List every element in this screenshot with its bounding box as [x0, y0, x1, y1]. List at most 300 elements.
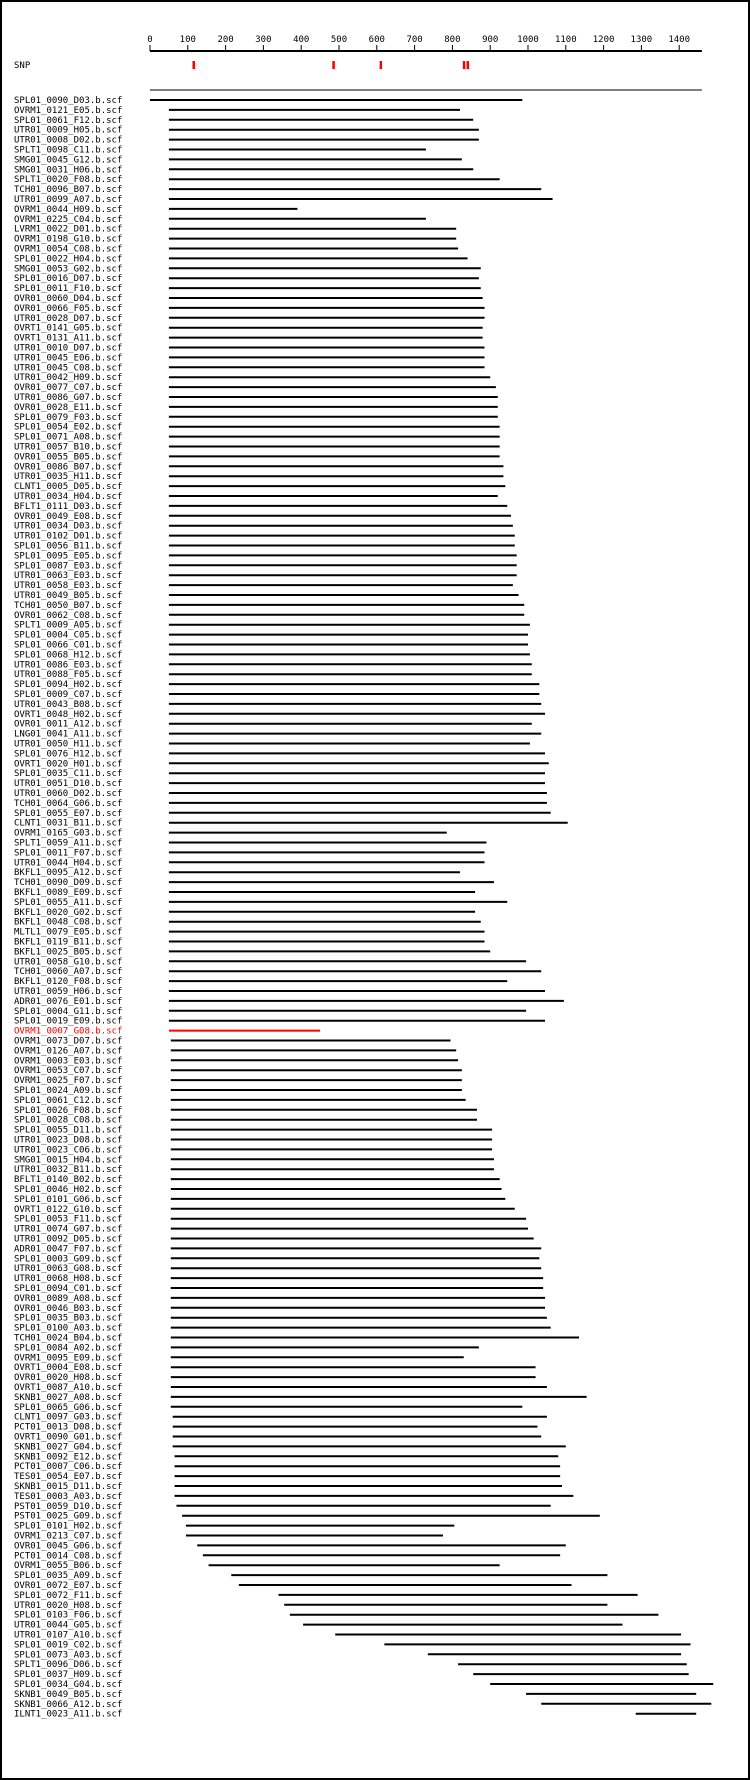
read-row	[14, 393, 498, 403]
read-label: UTR01_0059_H06.b.scf	[14, 987, 123, 997]
snp-marker	[463, 61, 466, 69]
read-row	[14, 997, 564, 1007]
read-label: UTR01_0045_C08.b.scf	[14, 363, 123, 374]
read-row	[14, 126, 479, 136]
read-label: OVR01_0045_G06.b.scf	[14, 1541, 123, 1552]
read-label: CLNT1_0097_G03.b.scf	[14, 1412, 123, 1423]
read-row	[14, 581, 513, 591]
read-label: OVRM1_0095_E09.b.scf	[14, 1353, 123, 1364]
read-label: SPLT1_0098_C11.b.scf	[14, 145, 123, 156]
read-label: SMG01_0015_H04.b.scf	[14, 1155, 123, 1166]
read-label: SPL01_0068_H12.b.scf	[14, 650, 123, 661]
axis-tick-label: 1100	[554, 35, 577, 45]
read-row	[14, 1393, 587, 1403]
axis-tick-label: 0	[147, 35, 153, 45]
read-row	[14, 829, 447, 839]
read-row	[14, 403, 498, 413]
read-row	[14, 274, 479, 284]
read-label: UTR01_0068_H08.b.scf	[14, 1274, 123, 1285]
read-row	[14, 1244, 541, 1254]
read-row	[14, 462, 503, 472]
read-row	[14, 809, 551, 819]
read-row	[14, 1700, 711, 1710]
read-label: UTR01_0009_H05.b.scf	[14, 125, 123, 136]
read-row	[14, 106, 460, 116]
read-row	[14, 195, 553, 205]
read-label: UTR01_0044_G05.b.scf	[14, 1620, 123, 1631]
read-row	[14, 344, 485, 354]
read-row	[14, 710, 545, 720]
read-row	[14, 1611, 658, 1621]
read-row	[14, 1433, 541, 1443]
read-row	[14, 443, 500, 453]
read-label: UTR01_0099_A07.b.scf	[14, 195, 123, 205]
read-row	[14, 1235, 534, 1245]
read-label: UTR01_0088_F05.b.scf	[14, 670, 123, 681]
axis-tick-label: 700	[406, 35, 423, 45]
read-row	[14, 670, 532, 680]
read-row	[14, 1373, 536, 1383]
read-row	[14, 1056, 458, 1066]
read-row	[14, 1076, 462, 1086]
axis-tick-label: 800	[444, 35, 461, 45]
read-label: SPL01_0073_A03.b.scf	[14, 1650, 123, 1661]
read-label: UTR01_0058_G10.b.scf	[14, 957, 123, 968]
read-label: BKFL1_0095_A12.b.scf	[14, 868, 123, 879]
read-label: OVRM1_0025_F07.b.scf	[14, 1076, 123, 1087]
read-row	[14, 136, 479, 146]
read-label: UTR01_0020_H08.b.scf	[14, 1600, 123, 1611]
read-row	[14, 254, 468, 264]
read-label: SKNB1_0066_A12.b.scf	[14, 1699, 123, 1710]
read-label: UTR01_0063_E03.b.scf	[14, 571, 123, 582]
read-row	[14, 1522, 454, 1532]
read-label: SPL01_0016_D07.b.scf	[14, 274, 123, 285]
read-label: SMG01_0045_G12.b.scf	[14, 155, 123, 166]
read-label: UTR01_0050_H11.b.scf	[14, 739, 123, 750]
read-row	[14, 1017, 545, 1027]
read-row	[14, 1601, 607, 1611]
read-row	[14, 1334, 579, 1344]
read-row	[14, 334, 483, 344]
read-row	[14, 1591, 638, 1601]
read-row	[14, 1492, 573, 1502]
read-row	[14, 720, 532, 730]
read-label: TCH01_0050_B07.b.scf	[14, 600, 123, 611]
axis-tick-label: 500	[330, 35, 348, 45]
read-label: UTR01_0035_H11.b.scf	[14, 472, 123, 483]
read-row	[14, 660, 532, 670]
read-row	[14, 848, 485, 858]
read-row	[14, 591, 519, 601]
read-row	[14, 284, 481, 294]
read-label: TCH01_0096_B07.b.scf	[14, 185, 123, 196]
read-label: OVRM1_0213_C07.b.scf	[14, 1531, 123, 1542]
read-label: BKFL1_0119_B11.b.scf	[14, 937, 123, 948]
read-label: OVR01_0011_A12.b.scf	[14, 719, 123, 730]
read-row	[14, 1660, 687, 1670]
read-label: SPL01_0004_C05.b.scf	[14, 630, 123, 641]
snp-marker	[332, 61, 335, 69]
read-row	[14, 1383, 547, 1393]
read-label: OVRM1_0055_B06.b.scf	[14, 1561, 123, 1572]
read-label: OVRT1_0087_A10.b.scf	[14, 1383, 123, 1393]
read-row	[14, 245, 458, 255]
read-label: BKFL1_0025_B05.b.scf	[14, 947, 123, 958]
read-label: SPL01_0028_C08.b.scf	[14, 1115, 123, 1126]
read-row	[14, 839, 486, 849]
read-row	[14, 759, 549, 769]
read-row	[14, 235, 456, 245]
read-label: SPL01_0095_E05.b.scf	[14, 551, 123, 562]
read-row	[14, 353, 485, 363]
read-label: TCH01_0060_A07.b.scf	[14, 967, 123, 978]
read-label: SPL01_0046_H02.b.scf	[14, 1185, 123, 1195]
read-row	[14, 730, 541, 740]
read-label: SPL01_0034_G04.b.scf	[14, 1680, 123, 1690]
read-row	[14, 641, 528, 651]
read-label: TCH01_0064_G06.b.scf	[14, 798, 123, 809]
read-label: SKNB1_0092_E12.b.scf	[14, 1452, 123, 1463]
read-label: UTR01_0045_E06.b.scf	[14, 353, 123, 364]
read-row	[14, 1541, 566, 1551]
read-label: OVR01_0060_D04.b.scf	[14, 294, 123, 304]
read-list	[14, 96, 713, 1720]
axis-tick-label: 900	[482, 35, 499, 45]
read-row	[14, 423, 500, 433]
read-label: OVR01_0020_H08.b.scf	[14, 1373, 123, 1384]
axis-tick-label: 1200	[592, 35, 615, 45]
read-row	[14, 1512, 600, 1522]
read-row	[14, 957, 526, 967]
read-label: MLTL1_0079_E05.b.scf	[14, 927, 123, 938]
read-label: UTR01_0049_B05.b.scf	[14, 591, 123, 601]
read-row	[14, 1442, 566, 1452]
read-label: SPL01_0035_C11.b.scf	[14, 769, 123, 780]
read-label: OVRT1_0131_A11.b.scf	[14, 333, 123, 344]
read-label: SPL01_0079_F03.b.scf	[14, 412, 123, 423]
read-row	[14, 1215, 526, 1225]
read-row	[14, 1690, 696, 1700]
read-label: SPL01_0022_H04.b.scf	[14, 254, 123, 265]
read-label: SPL01_0066_C01.b.scf	[14, 640, 123, 651]
read-label: SPL01_0094_H02.b.scf	[14, 680, 123, 691]
snp-marker	[380, 61, 383, 69]
read-row	[14, 1096, 466, 1106]
read-row	[14, 1225, 528, 1235]
read-row	[14, 1116, 477, 1126]
read-label: OVR01_0086_B07.b.scf	[14, 462, 123, 473]
read-row	[14, 185, 541, 195]
read-label: ADR01_0047_F07.b.scf	[14, 1244, 123, 1255]
read-label: SPL01_0101_G06.b.scf	[14, 1194, 123, 1205]
read-label: SPL01_0101_H02.b.scf	[14, 1521, 123, 1532]
read-row	[14, 116, 473, 126]
read-label: UTR01_0086_E03.b.scf	[14, 660, 123, 671]
read-row	[14, 789, 547, 799]
read-row	[14, 819, 568, 829]
read-row	[14, 1195, 505, 1205]
read-row	[14, 611, 524, 621]
read-label: SPL01_0053_F11.b.scf	[14, 1214, 123, 1225]
read-label: SPL01_0056_B11.b.scf	[14, 541, 123, 552]
read-row	[14, 502, 507, 512]
read-label: SPL01_0094_C01.b.scf	[14, 1284, 123, 1294]
read-row	[14, 700, 541, 710]
read-row	[14, 1532, 443, 1542]
position-axis	[147, 35, 702, 51]
read-label: SPL01_0019_C02.b.scf	[14, 1640, 123, 1651]
axis-tick-label: 400	[293, 35, 310, 45]
read-row	[14, 264, 481, 274]
read-label: SPLT1_0009_A05.b.scf	[14, 620, 123, 631]
read-label: SKNB1_0027_G04.b.scf	[14, 1442, 123, 1453]
read-row	[14, 1165, 494, 1175]
read-label: OVRT1_0004_E08.b.scf	[14, 1363, 123, 1374]
read-label: SPL01_0065_G06.b.scf	[14, 1402, 123, 1413]
read-row	[14, 650, 530, 660]
read-label: BKFL1_0020_G02.b.scf	[14, 907, 123, 918]
read-row	[14, 878, 494, 888]
read-row	[14, 769, 545, 779]
read-row	[14, 898, 507, 908]
read-label: ILNT1_0023_A11.b.scf	[14, 1709, 123, 1720]
read-label: BFLT1_0140_B02.b.scf	[14, 1175, 123, 1186]
read-row	[14, 1126, 492, 1136]
read-label: SPL01_0026_F08.b.scf	[14, 1105, 123, 1116]
read-row	[14, 749, 545, 759]
read-label: OVRM1_0007_G08.b.scf	[14, 1026, 123, 1037]
read-row	[14, 621, 530, 631]
read-row	[14, 1551, 560, 1561]
read-label: SPL01_0071_A08.b.scf	[14, 432, 123, 443]
read-label: OVRM1_0054_C08.b.scf	[14, 244, 123, 255]
read-row	[14, 1027, 320, 1037]
read-label: OVRT1_0048_H02.b.scf	[14, 709, 123, 720]
read-row	[14, 947, 490, 957]
read-label: UTR01_0023_C06.b.scf	[14, 1145, 123, 1156]
read-row	[14, 1482, 562, 1492]
snp-marker	[192, 61, 195, 69]
axis-tick-label: 200	[217, 35, 234, 45]
read-label: ADR01_0076_E01.b.scf	[14, 996, 123, 1007]
read-row	[14, 1343, 479, 1353]
read-label: OVRM1_0198_G10.b.scf	[14, 234, 123, 245]
read-label: SPL01_0035_B03.b.scf	[14, 1313, 123, 1324]
axis-tick-label: 300	[255, 35, 272, 45]
read-label: SPLT1_0020_F08.b.scf	[14, 175, 123, 186]
read-label: OVRM1_0126_A07.b.scf	[14, 1046, 123, 1057]
read-label: SPL01_0061_F12.b.scf	[14, 115, 123, 126]
snp-marker	[467, 61, 470, 69]
read-row	[14, 1264, 541, 1274]
read-label: OVR01_0062_C08.b.scf	[14, 610, 123, 621]
read-label: UTR01_0058_E03.b.scf	[14, 581, 123, 592]
read-label: SPL01_0090_D03.b.scf	[14, 96, 123, 106]
read-row	[14, 482, 505, 492]
read-label: OVRT1_0141_G05.b.scf	[14, 323, 123, 334]
read-label: OVR01_0072_E07.b.scf	[14, 1581, 123, 1591]
axis-tick-label: 600	[368, 35, 385, 45]
read-label: UTR01_0057_B10.b.scf	[14, 442, 123, 453]
read-row	[14, 888, 475, 898]
read-row	[14, 1205, 515, 1215]
read-label: UTR01_0086_G07.b.scf	[14, 393, 123, 403]
read-label: SPL01_0084_A02.b.scf	[14, 1343, 123, 1354]
read-row	[14, 294, 483, 304]
read-row	[14, 304, 485, 314]
read-row	[14, 1650, 681, 1660]
read-row	[14, 314, 485, 324]
read-label: CLNT1_0031_B11.b.scf	[14, 818, 123, 829]
read-row	[14, 1640, 691, 1650]
read-label: UTR01_0042_H09.b.scf	[14, 373, 123, 384]
read-row	[14, 532, 515, 542]
read-label: UTR01_0051_D10.b.scf	[14, 779, 123, 790]
read-row	[14, 1710, 696, 1720]
read-row	[14, 522, 513, 532]
read-row	[14, 205, 297, 215]
read-row	[14, 1462, 560, 1472]
read-row	[14, 1185, 502, 1195]
read-label: SPL01_0024_A09.b.scf	[14, 1086, 123, 1096]
read-label: UTR01_0010_D07.b.scf	[14, 343, 123, 354]
read-label: SPL01_0037_H09.b.scf	[14, 1670, 123, 1681]
read-label: OVR01_0028_E11.b.scf	[14, 402, 123, 413]
snp-track	[14, 61, 469, 71]
read-row	[14, 1561, 500, 1571]
read-row	[14, 690, 539, 700]
read-row	[14, 1175, 500, 1185]
read-row	[14, 1423, 537, 1433]
read-label: UTR01_0044_H04.b.scf	[14, 858, 123, 869]
read-row	[14, 1324, 551, 1334]
read-label: UTR01_0023_D08.b.scf	[14, 1135, 123, 1146]
read-label: SPL01_0019_E09.b.scf	[14, 1016, 123, 1027]
read-label: PST01_0025_G09.b.scf	[14, 1511, 123, 1522]
read-row	[14, 165, 473, 175]
read-label: SPL01_0054_E02.b.scf	[14, 422, 123, 433]
read-label: OVR01_0046_B03.b.scf	[14, 1303, 123, 1314]
read-label: SKNB1_0015_D11.b.scf	[14, 1482, 123, 1492]
read-label: SPL01_0009_C07.b.scf	[14, 690, 123, 700]
read-label: SPLT1_0059_A11.b.scf	[14, 838, 123, 849]
read-row	[14, 938, 485, 948]
read-label: OVRM1_0165_G03.b.scf	[14, 828, 123, 839]
read-label: BKFL1_0120_F08.b.scf	[14, 977, 123, 988]
read-row	[14, 918, 481, 928]
read-label: OVRM1_0225_C04.b.scf	[14, 214, 123, 225]
read-label: TES01_0054_E07.b.scf	[14, 1472, 123, 1483]
read-row	[14, 1145, 492, 1155]
read-label: UTR01_0102_D01.b.scf	[14, 531, 123, 542]
read-label: PCT01_0013_D08.b.scf	[14, 1422, 123, 1433]
axis-tick-label: 1300	[630, 35, 653, 45]
read-label: UTR01_0060_D02.b.scf	[14, 789, 123, 799]
read-row	[14, 175, 500, 185]
read-row	[14, 1136, 492, 1146]
read-row	[14, 1581, 571, 1591]
read-label: SPL01_0055_D11.b.scf	[14, 1125, 123, 1136]
read-label: SPL01_0076_H12.b.scf	[14, 749, 123, 760]
read-label: BFLT1_0111_D03.b.scf	[14, 501, 123, 512]
read-label: TES01_0003_A03.b.scf	[14, 1491, 123, 1502]
read-label: BKFL1_0089_E09.b.scf	[14, 888, 123, 898]
read-row	[14, 1621, 623, 1631]
read-row	[14, 452, 500, 462]
read-row	[14, 1472, 560, 1482]
read-row	[14, 1571, 607, 1581]
read-label: OVR01_0049_E08.b.scf	[14, 511, 123, 522]
read-row	[14, 373, 490, 383]
read-row	[14, 1353, 464, 1363]
read-label: TCH01_0024_B04.b.scf	[14, 1333, 123, 1344]
read-label: SPL01_0035_A09.b.scf	[14, 1571, 123, 1582]
read-label: SPL01_0003_G09.b.scf	[14, 1254, 123, 1265]
read-row	[14, 987, 545, 997]
read-label: SKNB1_0027_A08.b.scf	[14, 1392, 123, 1403]
read-label: OVR01_0055_B05.b.scf	[14, 452, 123, 463]
read-label: PST01_0059_D10.b.scf	[14, 1501, 123, 1512]
read-row	[14, 1304, 545, 1314]
read-label: UTR01_0092_D05.b.scf	[14, 1234, 123, 1245]
read-row	[14, 492, 498, 502]
read-label: LNG01_0041_A11.b.scf	[14, 729, 123, 740]
read-label: SPL01_0087_E03.b.scf	[14, 561, 123, 572]
read-row	[14, 1066, 462, 1076]
axis-tick-label: 1400	[668, 35, 691, 45]
read-row	[14, 977, 507, 987]
read-label: TCH01_0090_D09.b.scf	[14, 878, 123, 889]
read-label: SPL01_0103_F06.b.scf	[14, 1610, 123, 1621]
read-label: SPL01_0004_G11.b.scf	[14, 1006, 123, 1017]
read-label: PCT01_0014_C08.b.scf	[14, 1551, 123, 1562]
read-row	[14, 858, 485, 868]
read-row	[14, 413, 498, 423]
read-label: UTR01_0043_B08.b.scf	[14, 699, 123, 710]
read-label: OVR01_0077_C07.b.scf	[14, 383, 123, 394]
read-row	[14, 740, 530, 750]
read-row	[14, 155, 462, 165]
read-row	[14, 928, 485, 938]
read-row	[14, 1680, 713, 1690]
read-row	[14, 799, 547, 809]
read-label: OVRM1_0053_C07.b.scf	[14, 1066, 123, 1077]
read-row	[14, 363, 485, 373]
read-row	[14, 561, 517, 571]
read-label: OVRT1_0020_H01.b.scf	[14, 759, 123, 770]
read-label: CLNT1_0005_D05.b.scf	[14, 482, 123, 493]
read-label: UTR01_0107_A10.b.scf	[14, 1630, 123, 1641]
read-label: OVRM1_0003_E03.b.scf	[14, 1056, 123, 1067]
axis-tick-label: 1000	[517, 35, 539, 45]
read-label: SPL01_0061_C12.b.scf	[14, 1095, 123, 1106]
read-label: UTR01_0028_D07.b.scf	[14, 313, 123, 324]
read-row	[14, 1037, 451, 1047]
read-label: OVRM1_0044_H09.b.scf	[14, 204, 123, 215]
read-row	[14, 1670, 689, 1680]
read-label: SMG01_0031_H06.b.scf	[14, 165, 123, 176]
read-label: OVRT1_0090_G01.b.scf	[14, 1432, 123, 1443]
read-row	[14, 571, 517, 581]
read-row	[14, 680, 539, 690]
read-row	[14, 967, 541, 977]
read-row	[14, 1631, 681, 1641]
read-row	[14, 512, 511, 522]
read-label: SPL01_0072_F11.b.scf	[14, 1590, 123, 1601]
read-row	[14, 551, 517, 561]
read-label: SPL01_0100_A03.b.scf	[14, 1323, 123, 1334]
